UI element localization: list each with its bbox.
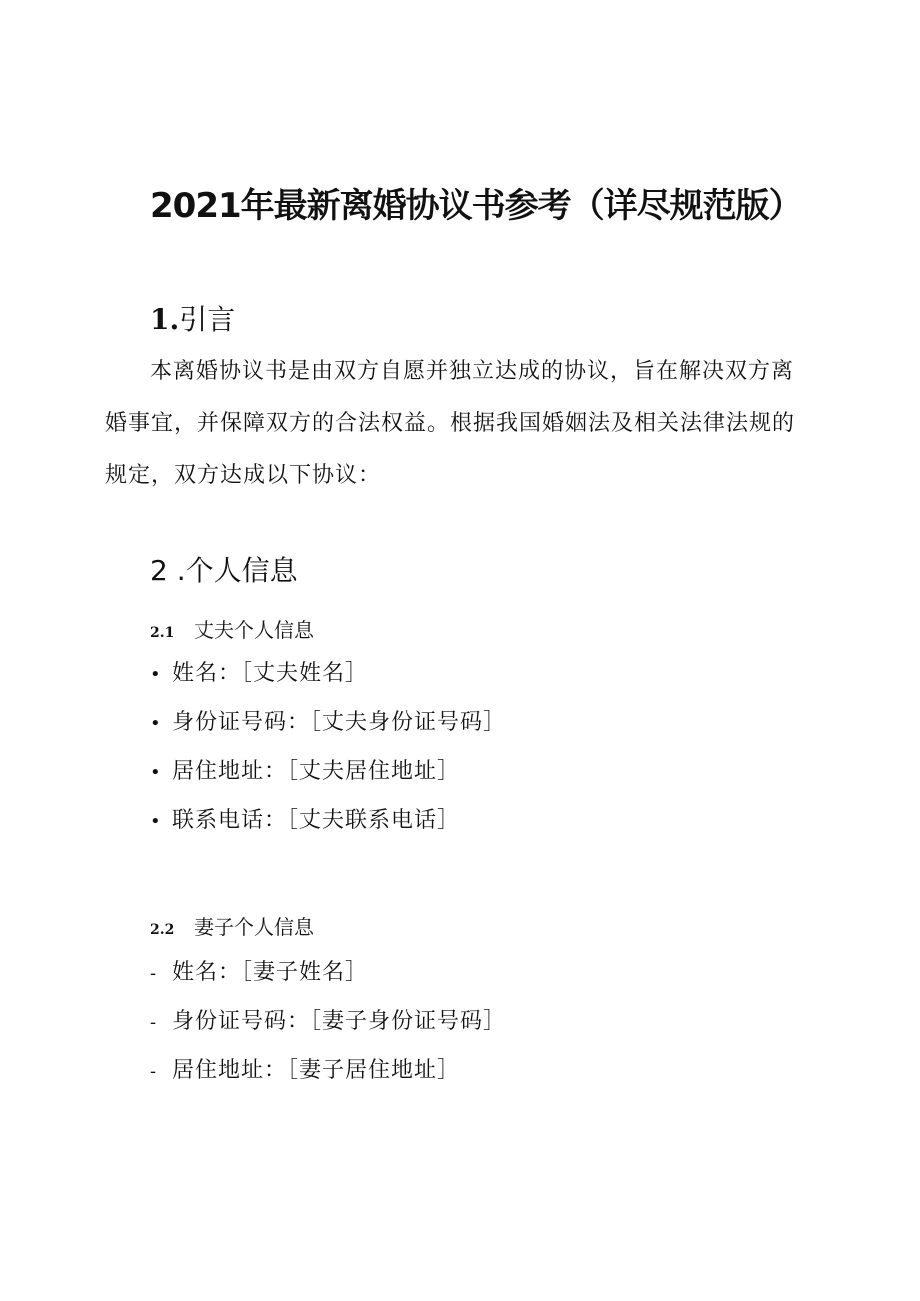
section-1-heading [150, 298, 235, 338]
section-2-heading [150, 549, 298, 589]
husband-id-text: 身份证号码：［丈夫身份证号码］ [172, 710, 507, 735]
section-1-title: 引言 [179, 303, 236, 336]
bullet-marker: • [150, 811, 162, 832]
husband-address-item [150, 754, 460, 785]
bullet-marker: • [150, 762, 162, 783]
husband-address-text: 居住地址：［丈夫居住地址］ [172, 759, 461, 784]
subsection-2-1-heading [150, 614, 314, 643]
intro-line-1-text: 本离婚协议书是由双方自愿并独立达成的协议，旨在解决双方离 [150, 359, 795, 384]
intro-line-3: 规定，双方达成以下协议： [105, 463, 382, 488]
section-1-number: 1. [150, 303, 180, 336]
husband-name-item [150, 656, 368, 687]
subsection-2-2-number: 2.2 [150, 922, 175, 938]
subsection-2-2-heading [150, 911, 314, 940]
section-2-number: 2 . [150, 554, 186, 587]
husband-phone-text: 联系电话：［丈夫联系电话］ [172, 808, 461, 833]
subsection-2-2-title: 妻子个人信息 [194, 915, 314, 939]
wife-name-item [150, 955, 368, 986]
subsection-2-1-title: 丈夫个人信息 [194, 618, 314, 642]
dash-marker: - [150, 1012, 158, 1033]
dash-marker: - [150, 1061, 158, 1082]
dash-marker: - [150, 963, 158, 984]
subsection-2-1-number: 2.1 [150, 625, 175, 641]
section-2-title: 个人信息 [185, 554, 298, 587]
wife-address-text: 居住地址：［妻子居住地址］ [172, 1058, 461, 1083]
intro-line-2: 婚事宜，并保障双方的合法权益。根据我国婚姻法及相关法律法规的 [105, 411, 796, 436]
bullet-marker: • [150, 713, 162, 734]
intro-paragraph [105, 346, 805, 502]
document-title: 2021年最新离婚协议书参考（详尽规范版） [150, 186, 802, 226]
wife-id-text: 身份证号码：［妻子身份证号码］ [172, 1009, 507, 1034]
husband-phone-item [150, 803, 460, 834]
husband-id-item [150, 705, 506, 736]
wife-name-text: 姓名：［妻子姓名］ [172, 960, 369, 985]
wife-id-item [150, 1004, 506, 1035]
intro-line-1 [105, 346, 805, 398]
bullet-marker: • [150, 664, 162, 685]
husband-name-text: 姓名：［丈夫姓名］ [172, 661, 369, 686]
wife-address-item [150, 1053, 460, 1084]
